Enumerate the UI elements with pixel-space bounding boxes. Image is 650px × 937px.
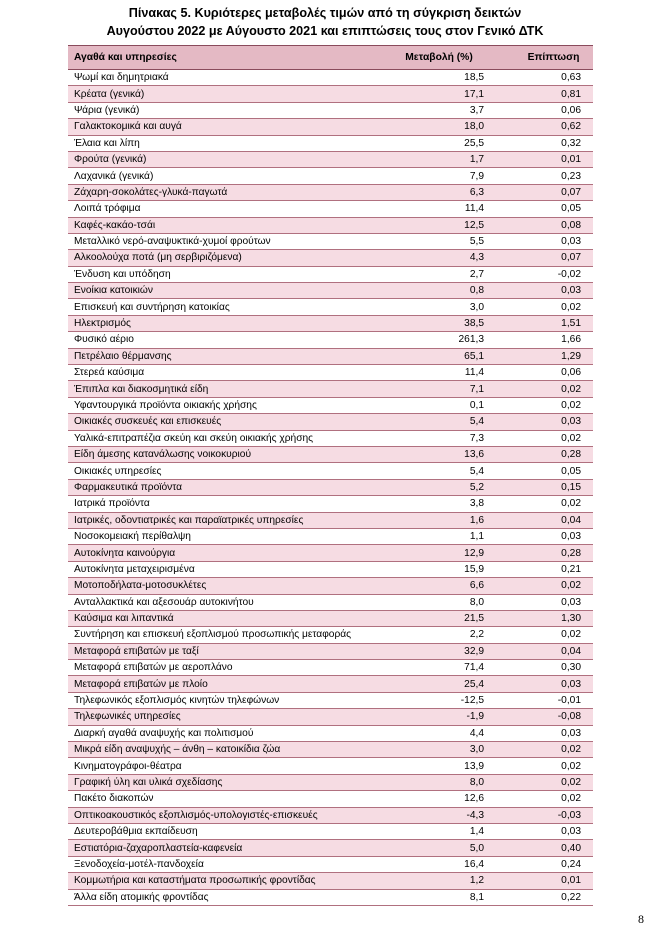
row-impact-value: 1,51	[561, 318, 581, 330]
row-impact-value: 0,03	[561, 826, 581, 838]
table-row	[68, 791, 593, 807]
row-item-name: Αυτοκίνητα μεταχειρισμένα	[74, 563, 195, 575]
row-change-value: 2,2	[469, 629, 484, 641]
row-item-name: Μεταφορά επιβατών με αεροπλάνο	[74, 662, 233, 674]
row-item-name: Ιατρικά προϊόντα	[74, 498, 150, 510]
row-impact-value: 0,21	[561, 563, 581, 575]
row-item-name: Γραφική ύλη και υλικά σχεδίασης	[74, 776, 223, 788]
row-item-name: Λοιπά τρόφιμα	[74, 203, 141, 215]
table-row	[68, 890, 593, 906]
row-item-name: Είδη άμεσης κατανάλωσης νοικοκυριού	[74, 449, 252, 461]
row-impact-value: 0,24	[561, 858, 581, 870]
table-row	[68, 496, 593, 512]
row-impact-value: 0,08	[561, 219, 581, 231]
table-row	[68, 660, 593, 676]
row-change-value: 12,6	[464, 793, 484, 805]
row-item-name: Μεταλλικό νερό-αναψυκτικά-χυμοί φρούτων	[74, 236, 271, 248]
table-row	[68, 726, 593, 742]
row-change-value: 1,1	[469, 531, 484, 543]
row-change-value: 13,9	[464, 760, 484, 772]
table-title	[0, 4, 650, 40]
row-change-value: 5,0	[469, 842, 484, 854]
row-impact-value: 0,02	[561, 498, 581, 510]
table-row	[68, 824, 593, 840]
row-change-value: 15,9	[464, 563, 484, 575]
row-change-value: 1,4	[469, 826, 484, 838]
table-row	[68, 545, 593, 561]
row-item-name: Ένδυση και υπόδηση	[74, 268, 171, 280]
table-row	[68, 758, 593, 774]
row-change-value: 1,7	[469, 154, 484, 166]
table-header-row	[68, 45, 593, 70]
row-impact-value: 0,01	[561, 154, 581, 166]
table-row	[68, 562, 593, 578]
table-row	[68, 578, 593, 594]
row-item-name: Δευτεροβάθμια εκπαίδευση	[74, 826, 198, 838]
row-change-value: 1,2	[469, 875, 484, 887]
row-impact-value: 0,03	[561, 678, 581, 690]
table-row	[68, 398, 593, 414]
row-item-name: Οπτικοακουστικός εξοπλισμός-υπολογιστές-επισκευές	[74, 809, 318, 821]
row-item-name: Στερεά καύσιμα	[74, 367, 145, 379]
row-impact-value: 0,03	[561, 727, 581, 739]
table-row	[68, 267, 593, 283]
row-impact-value: 0,22	[561, 891, 581, 903]
row-change-value: -1,9	[466, 711, 484, 723]
header-change-percent: Μεταβολή (%)	[405, 52, 473, 63]
row-impact-value: 0,04	[561, 514, 581, 526]
row-item-name: Λαχανικά (γενικά)	[74, 170, 154, 182]
table-row	[68, 742, 593, 758]
row-item-name: Καφές-κακάο-τσάι	[74, 219, 156, 231]
row-impact-value: 0,81	[561, 88, 581, 100]
row-change-value: 18,0	[464, 121, 484, 133]
row-change-value: 21,5	[464, 613, 484, 625]
row-change-value: 18,5	[464, 72, 484, 84]
row-impact-value: -0,03	[557, 809, 581, 821]
table-row	[68, 627, 593, 643]
row-item-name: Ιατρικές, οδοντιατρικές και παραϊατρικές υπηρεσίες	[74, 514, 304, 526]
table-row	[68, 234, 593, 250]
row-change-value: 3,0	[469, 301, 484, 313]
row-item-name: Γαλακτοκομικά και αυγά	[74, 121, 182, 133]
row-item-name: Τηλεφωνικός εξοπλισμός κινητών τηλεφώνων	[74, 695, 280, 707]
row-item-name: Φαρμακευτικά προϊόντα	[74, 481, 183, 493]
table-body	[68, 70, 593, 906]
table-row	[68, 86, 593, 102]
row-item-name: Πετρέλαιο θέρμανσης	[74, 350, 172, 362]
row-impact-value: 0,28	[561, 547, 581, 559]
row-item-name: Έλαια και λίπη	[74, 137, 140, 149]
row-change-value: 7,3	[469, 432, 484, 444]
row-impact-value: 0,28	[561, 449, 581, 461]
table-row	[68, 201, 593, 217]
table-row	[68, 611, 593, 627]
row-impact-value: 0,62	[561, 121, 581, 133]
header-goods-services: Αγαθά και υπηρεσίες	[74, 52, 177, 63]
row-change-value: -12,5	[460, 695, 484, 707]
row-change-value: 5,5	[469, 236, 484, 248]
table-row	[68, 168, 593, 184]
row-change-value: 7,9	[469, 170, 484, 182]
table-row	[68, 299, 593, 315]
row-impact-value: 0,02	[561, 776, 581, 788]
row-impact-value: 0,02	[561, 301, 581, 313]
row-item-name: Νοσοκομειακή περίθαλψη	[74, 531, 191, 543]
row-item-name: Συντήρηση και επισκευή εξοπλισμού προσωπικής μεταφοράς	[74, 629, 352, 641]
row-item-name: Διαρκή αγαθά αναψυχής και πολιτισμού	[74, 727, 254, 739]
row-change-value: 1,6	[469, 514, 484, 526]
row-change-value: 5,4	[469, 416, 484, 428]
table-row	[68, 480, 593, 496]
table-row	[68, 873, 593, 889]
table-row	[68, 250, 593, 266]
row-change-value: 2,7	[469, 268, 484, 280]
row-change-value: 6,6	[469, 580, 484, 592]
row-item-name: Εστιατόρια-ζαχαροπλαστεία-καφενεία	[74, 842, 243, 854]
row-change-value: 17,1	[464, 88, 484, 100]
row-impact-value: 0,04	[561, 645, 581, 657]
row-impact-value: 1,66	[561, 334, 581, 346]
row-item-name: Άλλα είδη ατομικής φροντίδας	[74, 891, 209, 903]
table-row	[68, 431, 593, 447]
row-item-name: Κινηματογράφοι-θέατρα	[74, 760, 182, 772]
table-row	[68, 365, 593, 381]
row-change-value: 32,9	[464, 645, 484, 657]
row-impact-value: 0,07	[561, 186, 581, 198]
row-impact-value: -0,01	[557, 695, 581, 707]
row-item-name: Έπιπλα και διακοσμητικά είδη	[74, 383, 209, 395]
row-item-name: Ενοίκια κατοικιών	[74, 285, 153, 297]
row-item-name: Φυσικό αέριο	[74, 334, 134, 346]
row-impact-value: 0,02	[561, 760, 581, 772]
row-item-name: Αλκοολούχα ποτά (μη σερβιριζόμενα)	[74, 252, 242, 264]
table-row	[68, 119, 593, 135]
row-change-value: 8,0	[469, 776, 484, 788]
table-row	[68, 513, 593, 529]
row-change-value: 5,4	[469, 465, 484, 477]
row-change-value: 5,2	[469, 481, 484, 493]
row-change-value: 11,4	[464, 367, 484, 379]
row-change-value: 13,6	[464, 449, 484, 461]
row-impact-value: 1,29	[561, 350, 581, 362]
row-change-value: 3,7	[469, 104, 484, 116]
header-impact: Επίπτωση	[527, 52, 580, 63]
row-impact-value: 0,02	[561, 432, 581, 444]
page-number: 8	[638, 912, 644, 926]
row-item-name: Κομμωτήρια και καταστήματα προσωπικής φροντίδας	[74, 875, 316, 887]
table-row	[68, 136, 593, 152]
row-item-name: Οικιακές συσκευές και επισκευές	[74, 416, 222, 428]
row-impact-value: 0,02	[561, 400, 581, 411]
table-row	[68, 463, 593, 479]
row-item-name: Υαλικά-επιτραπέζια σκεύη και σκεύη οικιακής χρήσης	[74, 432, 314, 444]
row-impact-value: 0,23	[561, 170, 581, 182]
row-change-value: 4,3	[469, 252, 484, 264]
row-change-value: 3,8	[469, 498, 484, 510]
table-row	[68, 840, 593, 856]
row-item-name: Τηλεφωνικές υπηρεσίες	[74, 711, 181, 723]
table-row	[68, 709, 593, 725]
table-row	[68, 857, 593, 873]
row-impact-value: 0,02	[561, 580, 581, 592]
row-change-value: 8,0	[469, 596, 484, 608]
row-impact-value: 0,15	[561, 481, 581, 493]
row-impact-value: 0,01	[561, 875, 581, 887]
row-item-name: Ψωμί και δημητριακά	[74, 72, 169, 84]
row-change-value: 12,9	[464, 547, 484, 559]
row-impact-value: 0,03	[561, 596, 581, 608]
table-title-line-1: Πίνακας 5. Κυριότερες μεταβολές τιμών από τη σύγκριση δεικτών	[128, 6, 522, 20]
table-row	[68, 808, 593, 824]
row-item-name: Μοτοποδήλατα-μοτοσυκλέτες	[74, 580, 207, 592]
table-row	[68, 693, 593, 709]
row-impact-value: 0,02	[561, 629, 581, 641]
table-row	[68, 103, 593, 119]
row-change-value: 3,0	[469, 744, 484, 756]
table-row	[68, 644, 593, 660]
row-change-value: 65,1	[464, 350, 484, 362]
row-impact-value: 0,30	[561, 662, 581, 674]
table-row	[68, 529, 593, 545]
row-impact-value: 0,03	[561, 236, 581, 248]
row-change-value: 0,1	[469, 400, 484, 411]
row-change-value: 7,1	[469, 383, 484, 395]
row-item-name: Μεταφορά επιβατών με ταξί	[74, 645, 199, 657]
table-row	[68, 381, 593, 397]
table-row	[68, 332, 593, 348]
row-impact-value: -0,02	[557, 268, 581, 280]
table-row	[68, 775, 593, 791]
row-change-value: 6,3	[469, 186, 484, 198]
table-row	[68, 283, 593, 299]
table-row	[68, 595, 593, 611]
row-change-value: 71,4	[464, 662, 484, 674]
table-row	[68, 185, 593, 201]
row-impact-value: 0,03	[561, 416, 581, 428]
row-change-value: 16,4	[464, 858, 484, 870]
row-impact-value: 0,02	[561, 383, 581, 395]
row-change-value: 25,5	[464, 137, 484, 149]
row-impact-value: 0,02	[561, 744, 581, 756]
row-item-name: Ανταλλακτικά και αξεσουάρ αυτοκινήτου	[74, 596, 254, 608]
row-change-value: 261,3	[458, 334, 484, 346]
row-item-name: Υφαντουργικά προϊόντα οικιακής χρήσης	[74, 400, 257, 411]
row-impact-value: 0,02	[561, 793, 581, 805]
row-impact-value: 0,05	[561, 203, 581, 215]
row-change-value: -4,3	[466, 809, 484, 821]
row-change-value: 4,4	[469, 727, 484, 739]
table-row	[68, 414, 593, 430]
price-changes-table	[68, 45, 593, 906]
table-row	[68, 70, 593, 86]
row-impact-value: 0,06	[561, 104, 581, 116]
table-row	[68, 349, 593, 365]
row-impact-value: 0,03	[561, 285, 581, 297]
row-change-value: 8,1	[469, 891, 484, 903]
row-item-name: Ξενοδοχεία-μοτέλ-πανδοχεία	[74, 858, 204, 870]
row-item-name: Ηλεκτρισμός	[74, 318, 131, 330]
row-change-value: 25,4	[464, 678, 484, 690]
row-item-name: Οικιακές υπηρεσίες	[74, 465, 162, 477]
table-row	[68, 447, 593, 463]
row-item-name: Καύσιμα και λιπαντικά	[74, 613, 174, 625]
row-item-name: Κρέατα (γενικά)	[74, 88, 145, 100]
row-change-value: 12,5	[464, 219, 484, 231]
row-item-name: Μικρά είδη αναψυχής – άνθη – κατοικίδια ζώα	[74, 744, 281, 756]
row-change-value: 0,8	[469, 285, 484, 297]
row-item-name: Μεταφορά επιβατών με πλοίο	[74, 678, 208, 690]
row-impact-value: 0,03	[561, 531, 581, 543]
row-impact-value: 0,05	[561, 465, 581, 477]
row-impact-value: -0,08	[557, 711, 581, 723]
table-row	[68, 218, 593, 234]
table-row	[68, 316, 593, 332]
row-impact-value: 0,40	[561, 842, 581, 854]
table-title-line-2: Αυγούστου 2022 με Αύγουστο 2021 και επιπτώσεις τους στον Γενικό ΔΤΚ	[106, 24, 544, 38]
row-impact-value: 0,07	[561, 252, 581, 264]
row-item-name: Ψάρια (γενικά)	[74, 104, 140, 116]
row-change-value: 11,4	[464, 203, 484, 215]
row-impact-value: 0,63	[561, 72, 581, 84]
row-impact-value: 0,06	[561, 367, 581, 379]
row-change-value: 38,5	[464, 318, 484, 330]
row-item-name: Αυτοκίνητα καινούργια	[74, 547, 176, 559]
row-impact-value: 0,32	[561, 137, 581, 149]
table-row	[68, 152, 593, 168]
row-item-name: Επισκευή και συντήρηση κατοικίας	[74, 301, 230, 313]
row-impact-value: 1,30	[561, 613, 581, 625]
table-row	[68, 676, 593, 692]
row-item-name: Φρούτα (γενικά)	[74, 154, 147, 166]
row-item-name: Πακέτο διακοπών	[74, 793, 154, 805]
row-item-name: Ζάχαρη-σοκολάτες-γλυκά-παγωτά	[74, 186, 228, 198]
